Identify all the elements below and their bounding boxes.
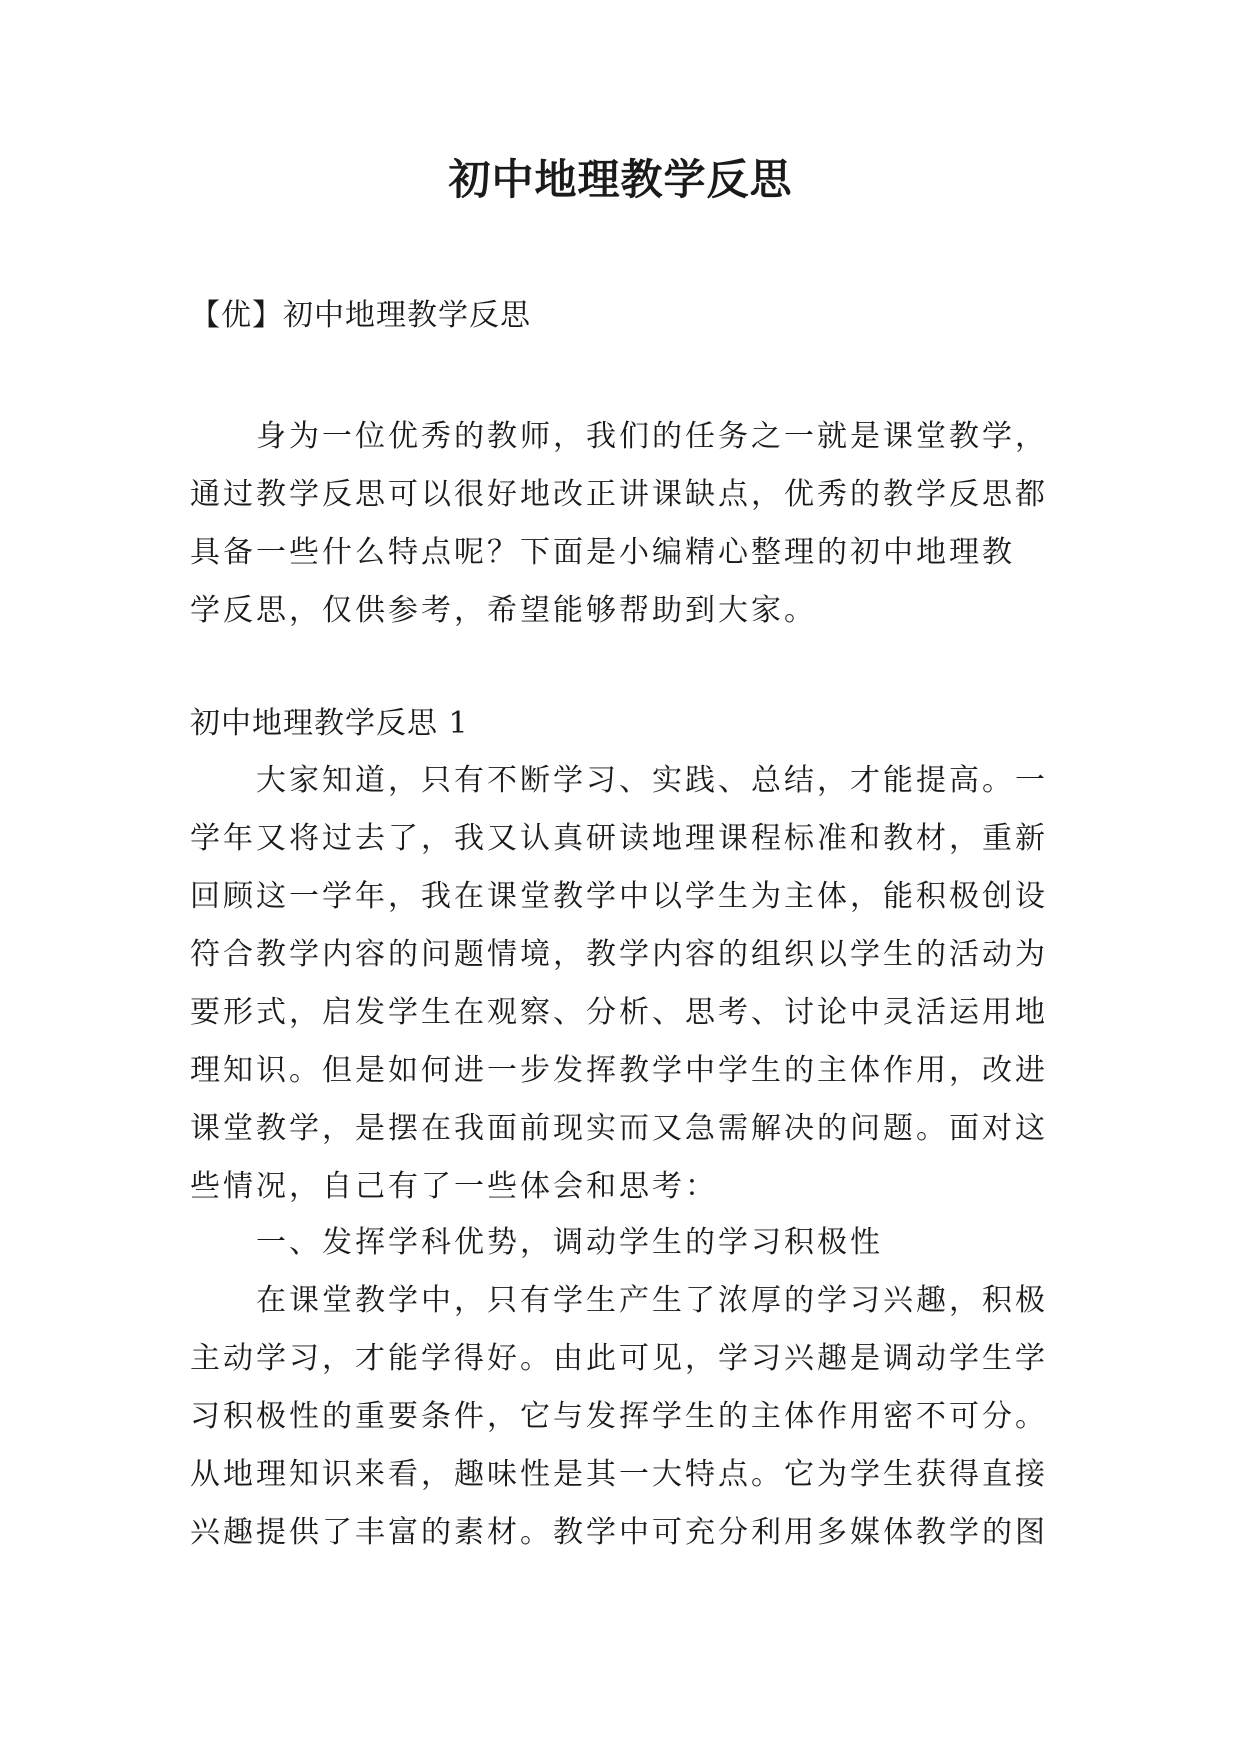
paragraph-line: 兴趣提供了丰富的素材。教学中可充分利用多媒体教学的图 xyxy=(190,1515,1048,1550)
paragraph-line: 些情况，自己有了一些体会和思考： xyxy=(190,1169,718,1204)
intro-line: 学反思，仅供参考，希望能够帮助到大家。 xyxy=(190,593,817,628)
section-heading: 初中地理教学反思 1 xyxy=(190,706,469,741)
paragraph-line: 大家知道，只有不断学习、实践、总结，才能提高。一 xyxy=(256,763,1048,798)
document-subtitle: 【优】初中地理教学反思 xyxy=(190,298,531,333)
document-title: 初中地理教学反思 xyxy=(448,155,793,204)
paragraph-line: 习积极性的重要条件，它与发挥学生的主体作用密不可分。 xyxy=(190,1399,1048,1434)
paragraph-line: 在课堂教学中，只有学生产生了浓厚的学习兴趣，积极 xyxy=(256,1283,1048,1318)
intro-line: 身为一位优秀的教师，我们的任务之一就是课堂教学， xyxy=(256,419,1048,454)
paragraph-line: 要形式，启发学生在观察、分析、思考、讨论中灵活运用地 xyxy=(190,995,1048,1030)
paragraph-line: 从地理知识来看，趣味性是其一大特点。它为学生获得直接 xyxy=(190,1457,1048,1492)
intro-line: 具备一些什么特点呢？下面是小编精心整理的初中地理教 xyxy=(190,535,1015,570)
paragraph-line: 回顾这一学年，我在课堂教学中以学生为主体，能积极创设 xyxy=(190,879,1048,914)
paragraph-line: 课堂教学，是摆在我面前现实而又急需解决的问题。面对这 xyxy=(190,1111,1048,1146)
body-paragraph-2 xyxy=(190,1272,1060,1562)
point-heading: 一、发挥学科优势，调动学生的学习积极性 xyxy=(256,1225,883,1260)
paragraph-line: 理知识。但是如何进一步发挥教学中学生的主体作用，改进 xyxy=(190,1053,1048,1088)
intro-paragraph xyxy=(190,408,1060,640)
intro-line: 通过教学反思可以很好地改正讲课缺点，优秀的教学反思都 xyxy=(190,477,1048,512)
body-paragraph-1 xyxy=(190,752,1060,1216)
paragraph-line: 主动学习，才能学得好。由此可见，学习兴趣是调动学生学 xyxy=(190,1341,1048,1376)
paragraph-line: 学年又将过去了，我又认真研读地理课程标准和教材，重新 xyxy=(190,821,1048,856)
paragraph-line: 符合教学内容的问题情境，教学内容的组织以学生的活动为 xyxy=(190,937,1048,972)
